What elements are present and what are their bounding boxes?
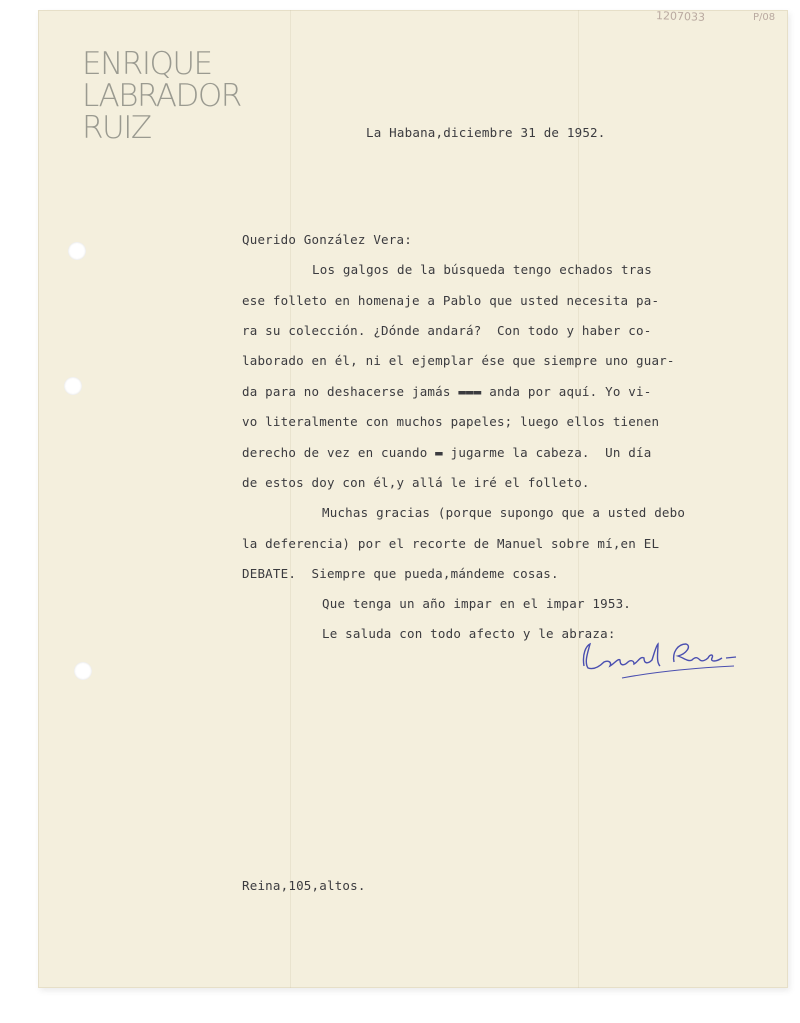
body-line: ra su colección. ¿Dónde andará? Con todo y haber co-	[242, 323, 652, 338]
body-line: derecho de vez en cuando ▬ jugarme la cabeza. Un día	[242, 445, 652, 460]
body-line: da para no deshacerse jamás ▬▬▬ anda por aquí. Yo vi-	[242, 384, 652, 399]
letter-sheet	[38, 10, 788, 988]
body-line: Muchas gracias (porque supongo que a usted debo	[322, 505, 686, 520]
sender-address: Reina,105,altos.	[242, 878, 366, 893]
body-line: DEBATE. Siempre que pueda,mándeme cosas.	[242, 566, 559, 581]
archive-code: 1207033	[655, 9, 706, 24]
fold-line	[290, 10, 291, 988]
body-line: laborado en él, ni el ejemplar ése que siempre uno guar-	[242, 353, 675, 368]
body-line: Que tenga un año impar en el impar 1953.	[322, 596, 632, 611]
letterhead-line: RUIZ	[82, 110, 151, 146]
punch-hole	[68, 242, 86, 260]
fold-line	[578, 10, 579, 988]
body-line: la deferencia) por el recorte de Manuel sobre mí,en EL	[242, 536, 660, 551]
letterhead-line: ENRIQUE	[82, 46, 212, 82]
letterhead-line: LABRADOR	[82, 78, 241, 114]
body-line: ese folleto en homenaje a Pablo que usted necesita pa-	[242, 293, 660, 308]
body-line: de estos doy con él,y allá le iré el folleto.	[242, 475, 590, 490]
body-line: vo literalmente con muchos papeles; luego ellos tienen	[242, 414, 660, 429]
letterhead	[82, 48, 241, 144]
archive-page-number: P/08	[753, 12, 776, 23]
place-date: La Habana,diciembre 31 de 1952.	[366, 125, 606, 140]
punch-hole	[64, 377, 82, 395]
handwritten-signature	[574, 632, 744, 682]
punch-hole	[74, 662, 92, 680]
salutation: Querido González Vera:	[242, 232, 412, 247]
body-line: Los galgos de la búsqueda tengo echados tras	[312, 262, 652, 277]
body-line: Le saluda con todo afecto y le abraza:	[322, 626, 616, 641]
